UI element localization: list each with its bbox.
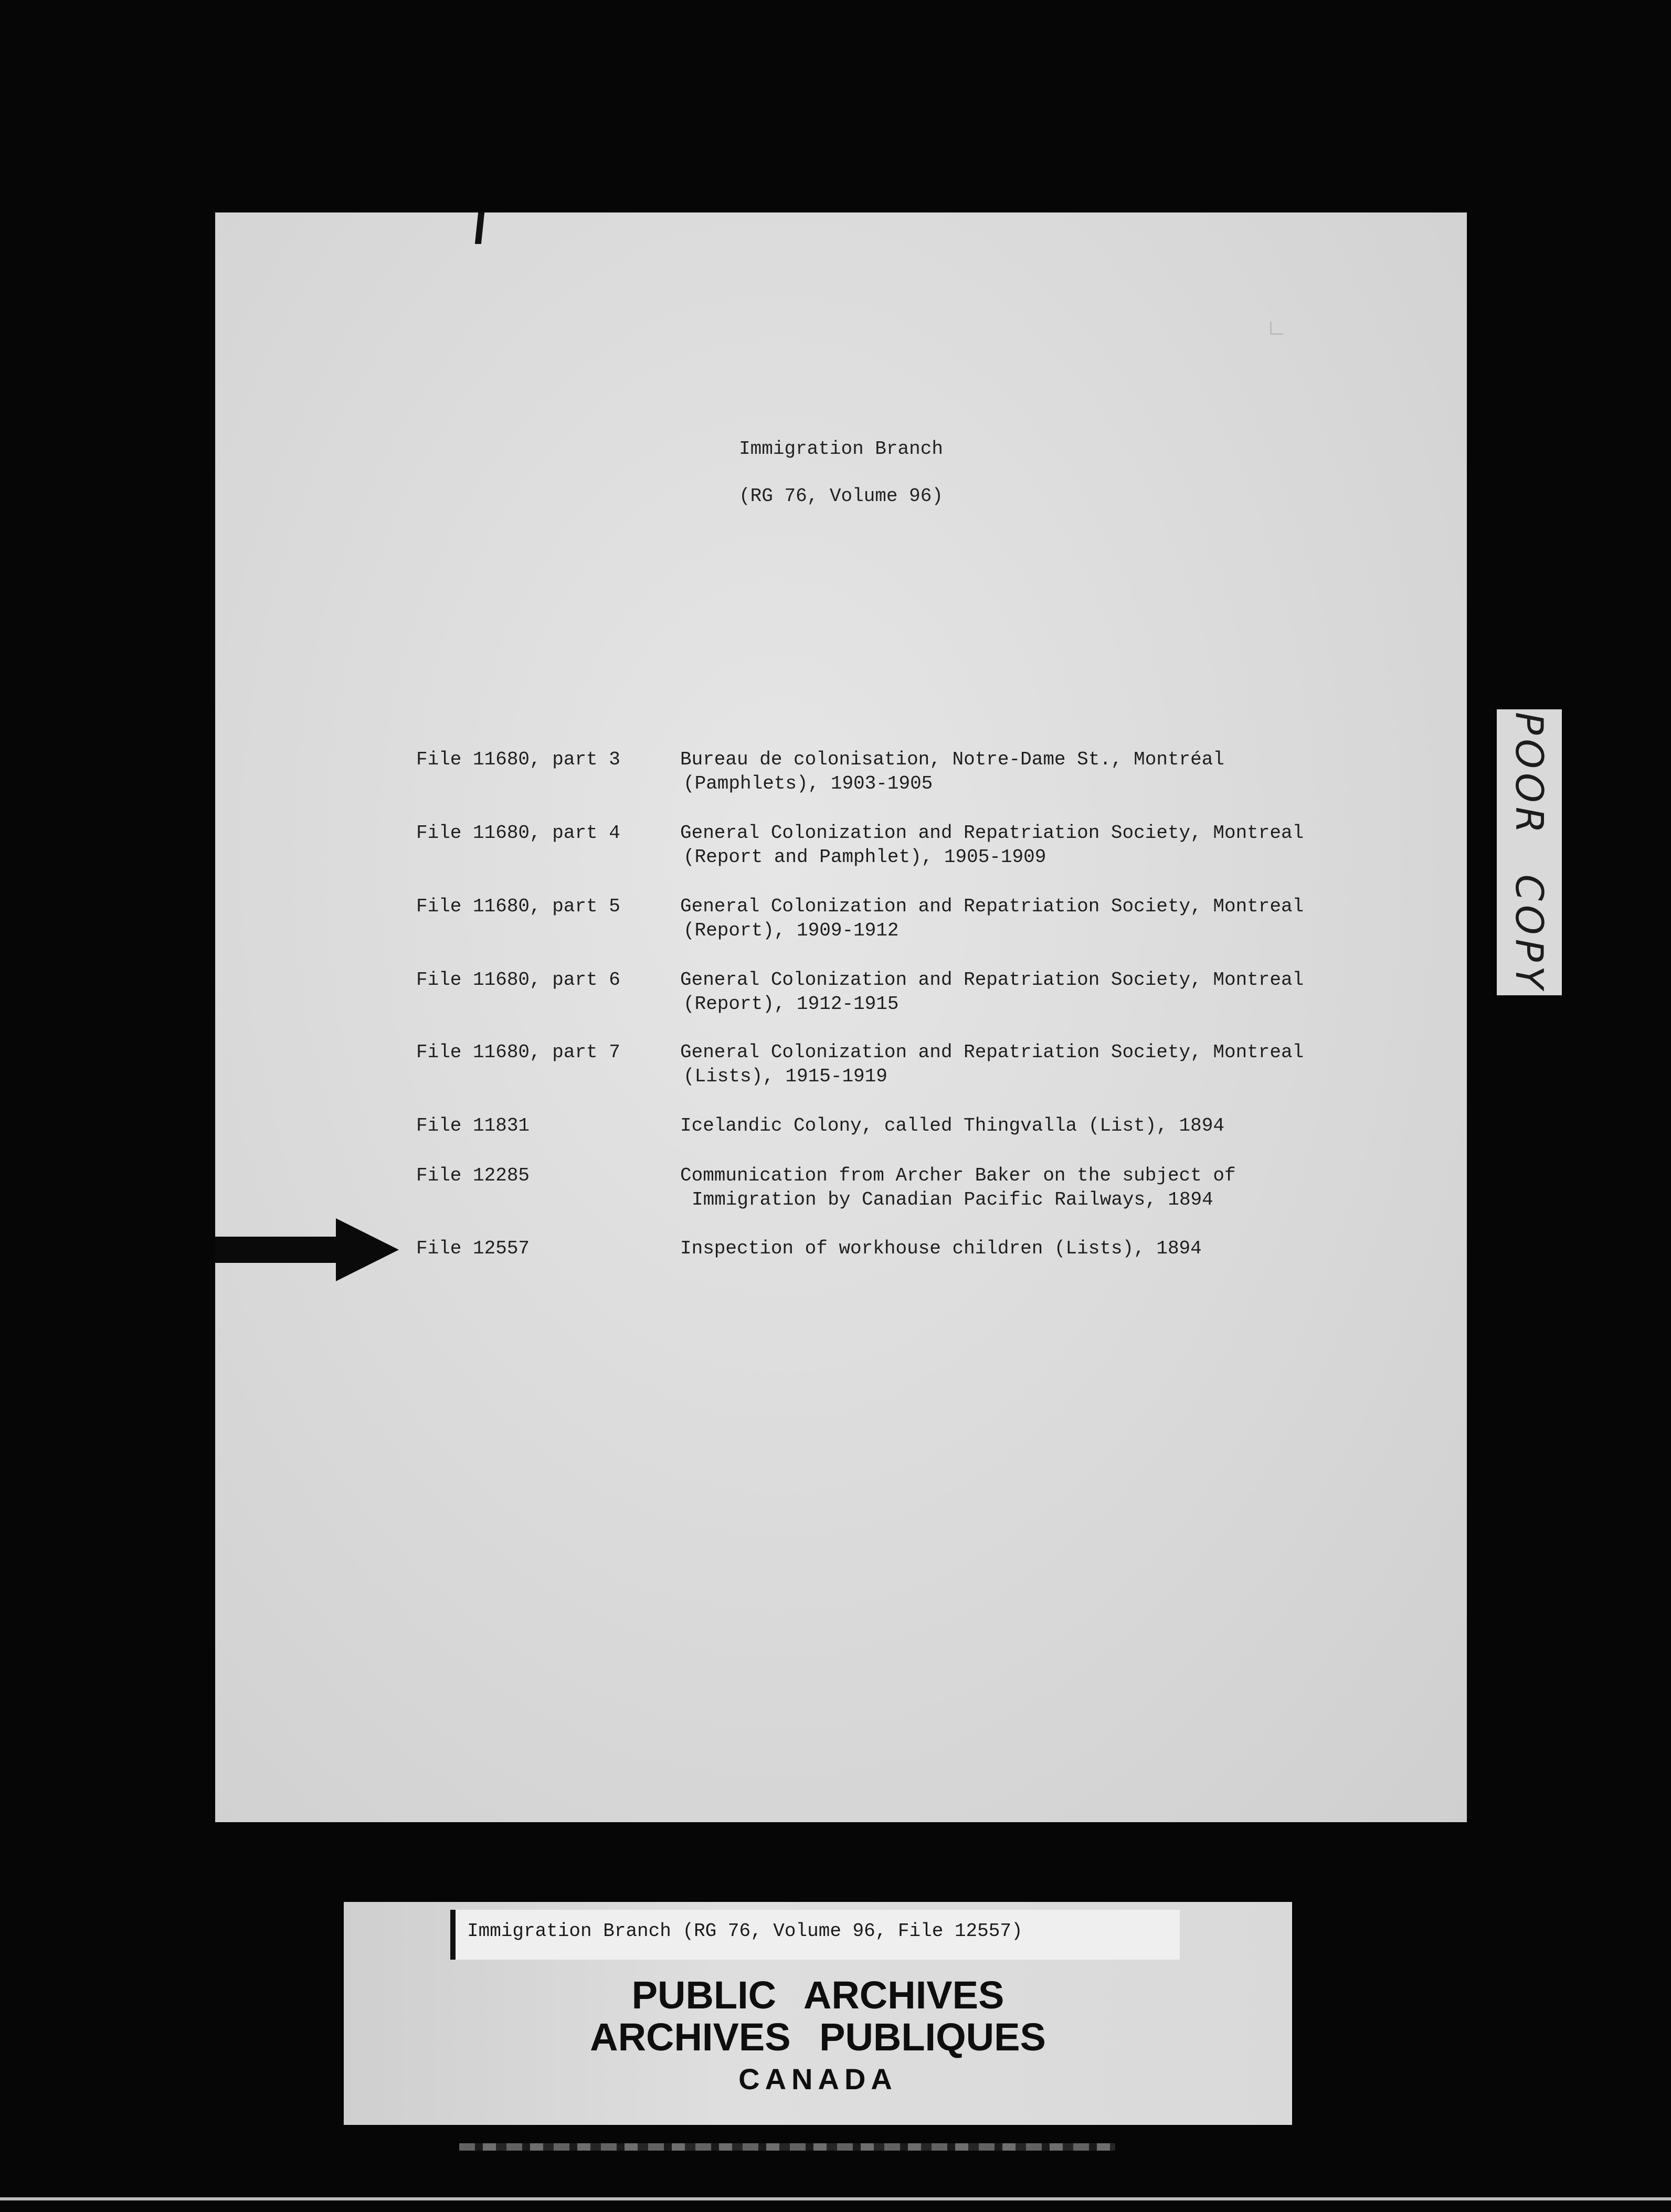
film-edge-strip (459, 2143, 1115, 2151)
poor-copy-text: POOR COPY (1507, 711, 1551, 993)
file-description: General Colonization and Repatriation Society, Montreal (Report), 1912-1915 (680, 969, 1304, 1015)
file-ref: File 11831 (416, 1115, 530, 1136)
archives-stamp (344, 1902, 1292, 2125)
file-description: General Colonization and Repatriation Society, Montreal (Lists), 1915-1919 (680, 1041, 1304, 1087)
film-bottom-edge (0, 2197, 1671, 2200)
stamp-line-french: ARCHIVES PUBLIQUES (590, 2015, 1046, 2059)
file-ref: File 12285 (416, 1165, 530, 1186)
document-subtitle: (RG 76, Volume 96) (739, 485, 943, 507)
file-description: Icelandic Colony, called Thingvalla (List), 1894 (680, 1115, 1224, 1136)
stamp-line-country: CANADA (738, 2062, 897, 2096)
file-description: General Colonization and Repatriation Society, Montreal (Report), 1909-1912 (680, 896, 1304, 941)
document-title: Immigration Branch (739, 438, 943, 460)
file-ref: File 11680, part 7 (416, 1041, 620, 1063)
staple-mark (475, 212, 484, 244)
file-ref: File 11680, part 5 (416, 896, 620, 917)
stamp-line-english: PUBLIC ARCHIVES (631, 1973, 1004, 2017)
file-description: General Colonization and Repatriation Society, Montreal (Report and Pamphlet), 1905-1909 (680, 822, 1304, 868)
pointer-arrow-icon (215, 1218, 404, 1281)
file-description: Inspection of workhouse children (Lists), 1894 (680, 1238, 1202, 1259)
file-ref: File 11680, part 6 (416, 969, 620, 991)
corner-mark (1270, 322, 1283, 335)
file-ref: File 11680, part 3 (416, 749, 620, 770)
file-ref: File 12557 (416, 1238, 530, 1259)
stamp-label: Immigration Branch (RG 76, Volume 96, File 12557) (450, 1910, 1180, 1960)
file-description: Communication from Archer Baker on the subject of Immigration by Canadian Pacific Railways, 1894 (680, 1165, 1236, 1210)
file-ref: File 11680, part 4 (416, 822, 620, 844)
poor-copy-tag (1497, 709, 1562, 995)
file-description: Bureau de colonisation, Notre-Dame St., Montréal (Pamphlets), 1903-1905 (680, 749, 1224, 794)
